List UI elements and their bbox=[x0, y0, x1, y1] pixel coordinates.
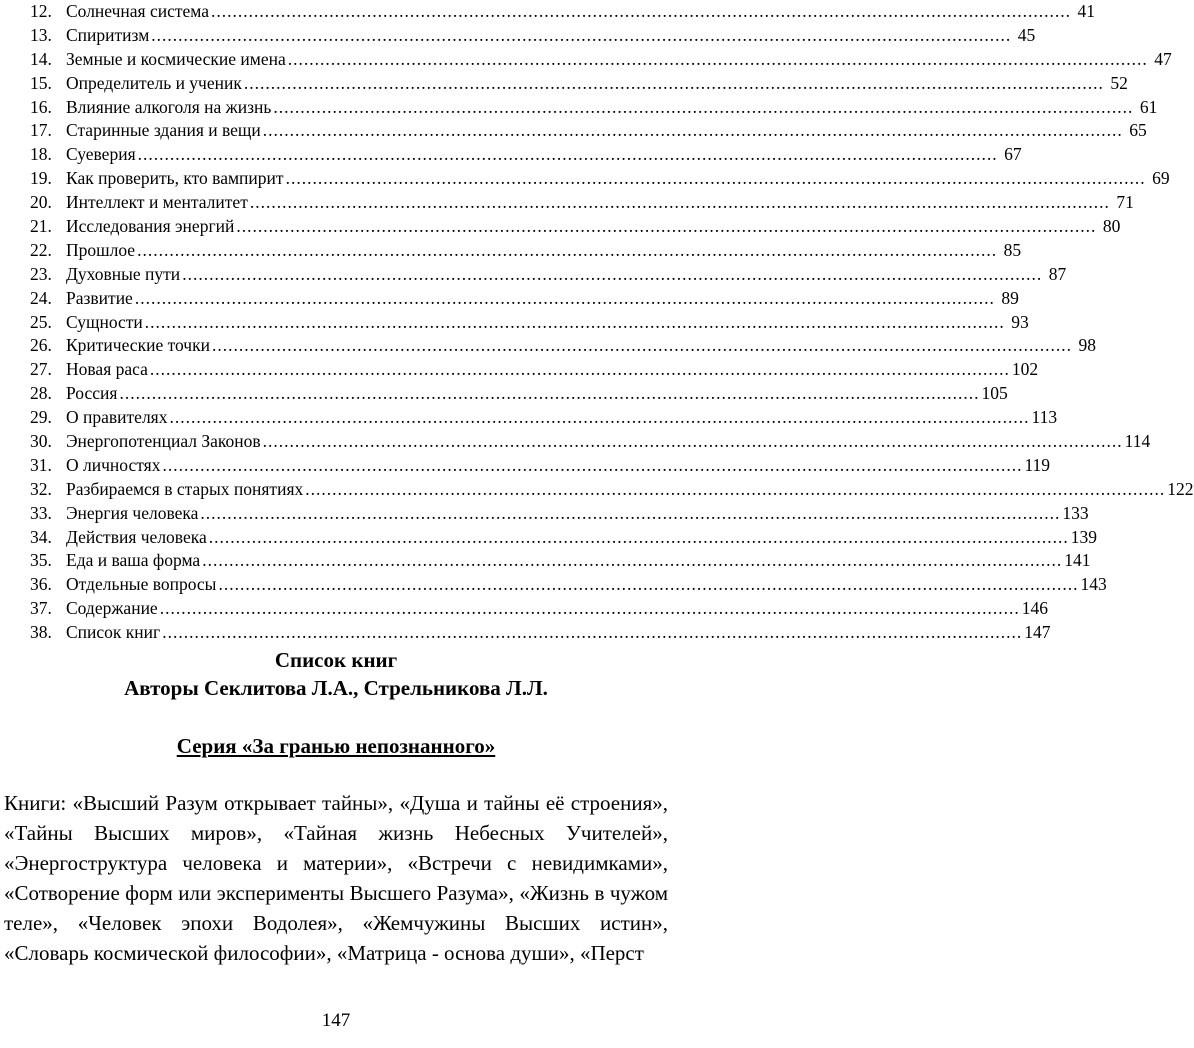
toc-entry-title: Энергопотенциал Законов bbox=[66, 431, 261, 452]
toc-leader-dots: ................................................................................................................................................................ bbox=[137, 239, 998, 260]
series-heading: Серия «За гранью непознанного» bbox=[176, 734, 496, 758]
toc-entry-title: Определитель и ученик bbox=[66, 72, 242, 93]
toc-entry-page: 102 bbox=[1011, 359, 1039, 380]
toc-entry-number: 22. bbox=[30, 239, 52, 260]
authors-heading: Авторы Секлитова Л.А., Стрельникова Л.Л. bbox=[124, 676, 548, 700]
toc-entry-title: Влияние алкоголя на жизнь bbox=[66, 96, 272, 117]
toc-entry-page: 87 bbox=[1048, 263, 1067, 284]
toc-entry bbox=[30, 406, 1058, 430]
toc-leader-dots: ................................................................................................................................................................ bbox=[149, 359, 1010, 380]
toc-leader-dots: ................................................................................................................................................................ bbox=[243, 72, 1104, 93]
toc-entry-number: 31. bbox=[30, 454, 52, 475]
toc-entry-number: 12. bbox=[30, 1, 52, 21]
toc-entry-title: Критические точки bbox=[66, 335, 210, 356]
toc-entry-page: 133 bbox=[1062, 502, 1089, 523]
toc-leader-dots: ................................................................................................................................................................ bbox=[162, 454, 1023, 475]
toc-leader-dots: ................................................................................................................................................................ bbox=[202, 550, 1063, 571]
toc-entry-number: 36. bbox=[30, 574, 52, 595]
toc-entry-page: 146 bbox=[1021, 598, 1048, 619]
toc-entry-number: 25. bbox=[30, 311, 52, 332]
toc-entry-number: 28. bbox=[30, 383, 52, 404]
toc-entry-number: 32. bbox=[30, 478, 52, 499]
toc-entry-page: 45 bbox=[1017, 24, 1036, 45]
toc-entry bbox=[30, 526, 1097, 550]
toc-entry-number: 19. bbox=[30, 168, 52, 189]
toc-entry bbox=[30, 621, 1051, 645]
toc-leader-dots: ................................................................................................................................................................ bbox=[249, 192, 1110, 213]
toc-entry-title: Солнечная система bbox=[66, 1, 210, 21]
toc-entry bbox=[30, 191, 1134, 215]
toc-leader-dots: ................................................................................................................................................................ bbox=[137, 144, 998, 165]
toc-leader-dots: ................................................................................................................................................................ bbox=[211, 1, 1072, 21]
toc-entry-page: 93 bbox=[1011, 311, 1029, 332]
toc-entry-title: О правителях bbox=[66, 407, 168, 428]
toc-entry-page: 85 bbox=[1003, 239, 1022, 260]
toc-entry bbox=[30, 334, 1096, 358]
toc-entry bbox=[30, 0, 1096, 24]
toc-entry-title: Россия bbox=[66, 383, 118, 404]
toc-entry-page: 143 bbox=[1080, 574, 1107, 595]
toc-entry-title: Спиритизм bbox=[66, 24, 150, 45]
toc-entry-number: 21. bbox=[30, 216, 52, 237]
toc-leader-dots: ................................................................................................................................................................ bbox=[134, 287, 995, 308]
toc-entry-number: 18. bbox=[30, 144, 52, 165]
toc-entry-page: 71 bbox=[1116, 192, 1134, 213]
toc-entry-number: 13. bbox=[30, 24, 52, 45]
toc-entry bbox=[30, 549, 1091, 573]
toc-entry-page: 147 bbox=[1024, 622, 1051, 643]
toc-entry-page: 89 bbox=[1001, 287, 1019, 308]
toc-entry bbox=[30, 48, 1172, 72]
toc-leader-dots: ................................................................................................................................................................ bbox=[211, 335, 1072, 356]
toc-entry-title: Исследования энергий bbox=[66, 216, 235, 237]
toc-entry-page: 122 bbox=[1167, 478, 1194, 499]
toc-entry-number: 35. bbox=[30, 550, 52, 571]
toc-entry-number: 37. bbox=[30, 598, 52, 619]
toc-entry-page: 119 bbox=[1024, 454, 1051, 475]
toc-leader-dots: ................................................................................................................................................................ bbox=[162, 622, 1023, 643]
toc-entry-number: 27. bbox=[30, 359, 52, 380]
toc-entry bbox=[30, 358, 1039, 382]
toc-entry bbox=[30, 573, 1107, 597]
toc-entry-page: 114 bbox=[1124, 431, 1151, 452]
toc-entry-number: 20. bbox=[30, 192, 52, 213]
toc-entry-number: 15. bbox=[30, 72, 52, 93]
books-list-heading: Список книг bbox=[274, 648, 398, 672]
toc-leader-dots: ................................................................................................................................................................ bbox=[144, 311, 1005, 332]
toc-entry-title: Развитие bbox=[66, 287, 133, 308]
toc-leader-dots: ................................................................................................................................................................ bbox=[200, 502, 1061, 523]
toc-entry-title: Интеллект и менталитет bbox=[66, 192, 248, 213]
toc-entry bbox=[30, 430, 1151, 454]
toc-entry-number: 30. bbox=[30, 431, 52, 452]
toc-entry bbox=[30, 454, 1051, 478]
page-number: 147 bbox=[321, 1010, 351, 1031]
toc-entry-title: Сущности bbox=[66, 311, 143, 332]
toc-entry bbox=[30, 239, 1022, 263]
toc-entry bbox=[30, 143, 1022, 167]
toc-leader-dots: ................................................................................................................................................................ bbox=[208, 526, 1069, 547]
toc-entry bbox=[30, 96, 1158, 120]
toc-entry-number: 17. bbox=[30, 120, 52, 141]
toc-entry bbox=[30, 263, 1067, 287]
toc-entry-title: Действия человека bbox=[66, 526, 207, 547]
toc-entry-title: Духовные пути bbox=[66, 263, 181, 284]
toc-leader-dots: ................................................................................................................................................................ bbox=[305, 478, 1166, 499]
table-of-contents bbox=[30, 0, 1194, 645]
toc-entry-number: 24. bbox=[30, 287, 52, 308]
toc-leader-dots: ................................................................................................................................................................ bbox=[169, 407, 1030, 428]
toc-entry bbox=[30, 24, 1036, 48]
toc-entry-number: 33. bbox=[30, 502, 52, 523]
toc-entry-number: 26. bbox=[30, 335, 52, 356]
toc-leader-dots: ................................................................................................................................................................ bbox=[182, 263, 1043, 284]
toc-entry-title: Еда и ваша форма bbox=[66, 550, 201, 571]
toc-leader-dots: ................................................................................................................................................................ bbox=[262, 120, 1123, 141]
toc-entry-title: Новая раса bbox=[66, 359, 148, 380]
toc-entry-page: 41 bbox=[1077, 1, 1096, 21]
toc-entry-title: Энергия человека bbox=[66, 502, 199, 523]
toc-entry-page: 105 bbox=[981, 383, 1008, 404]
toc-leader-dots: ................................................................................................................................................................ bbox=[159, 598, 1020, 619]
toc-entry bbox=[30, 311, 1029, 335]
toc-entry-page: 52 bbox=[1110, 72, 1128, 93]
toc-entry bbox=[30, 119, 1147, 143]
toc-leader-dots: ................................................................................................................................................................ bbox=[218, 574, 1079, 595]
toc-entry-title: Суеверия bbox=[66, 144, 136, 165]
toc-entry-page: 65 bbox=[1129, 120, 1147, 141]
toc-leader-dots: ................................................................................................................................................................ bbox=[262, 431, 1123, 452]
toc-entry bbox=[30, 597, 1048, 621]
toc-entry bbox=[30, 72, 1128, 96]
toc-entry-title: Разбираемся в старых понятиях bbox=[66, 478, 304, 499]
toc-entry-page: 141 bbox=[1064, 550, 1091, 571]
books-paragraph: Книги: «Высший Разум открывает тайны», «Душа и тайны её строения», «Тайны Высших миров», «Тайная жизнь Небесных Учителей», «Энергоструктура человека и материи», «Встречи с невидимками», «Сотворение форм или эксперименты Высшего Разума», «Жизнь в чужом теле», «Человек эпохи Водолея», «Жемчужины Высших истин», «Словарь космической философии», «Матрица - основа души», «Перст bbox=[4, 791, 668, 965]
toc-entry-title: Содержание bbox=[66, 598, 158, 619]
toc-entry bbox=[30, 287, 1019, 311]
toc-entry-page: 47 bbox=[1154, 48, 1172, 69]
toc-entry-title: Прошлое bbox=[66, 239, 136, 260]
toc-leader-dots: ................................................................................................................................................................ bbox=[236, 216, 1097, 237]
toc-entry-page: 139 bbox=[1070, 526, 1097, 547]
toc-leader-dots: ................................................................................................................................................................ bbox=[273, 96, 1134, 117]
toc-leader-dots: ................................................................................................................................................................ bbox=[119, 383, 980, 404]
toc-entry-page: 61 bbox=[1139, 96, 1158, 117]
toc-entry bbox=[30, 478, 1194, 502]
toc-entry-number: 14. bbox=[30, 48, 52, 69]
toc-entry bbox=[30, 215, 1121, 239]
toc-entry-number: 34. bbox=[30, 526, 52, 547]
toc-entry-title: Земные и космические имена bbox=[66, 48, 286, 69]
toc-entry-title: Старинные здания и вещи bbox=[66, 120, 261, 141]
toc-entry-number: 23. bbox=[30, 263, 52, 284]
toc-entry-page: 80 bbox=[1102, 216, 1121, 237]
toc-entry-title: Как проверить, кто вампирит bbox=[66, 168, 284, 189]
toc-leader-dots: ................................................................................................................................................................ bbox=[285, 168, 1146, 189]
toc-entry bbox=[30, 167, 1170, 191]
toc-entry-number: 29. bbox=[30, 407, 52, 428]
toc-leader-dots: ................................................................................................................................................................ bbox=[151, 24, 1012, 45]
toc-entry-number: 16. bbox=[30, 96, 52, 117]
toc-leader-dots: ................................................................................................................................................................ bbox=[287, 48, 1148, 69]
toc-entry-title: Список книг bbox=[66, 622, 161, 643]
toc-entry-number: 38. bbox=[30, 622, 52, 643]
toc-entry-page: 113 bbox=[1031, 407, 1058, 428]
toc-entry-page: 69 bbox=[1152, 168, 1170, 189]
toc-entry-title: О личностях bbox=[66, 454, 161, 475]
toc-entry-page: 98 bbox=[1078, 335, 1096, 356]
toc-entry bbox=[30, 502, 1089, 526]
toc-entry-page: 67 bbox=[1004, 144, 1022, 165]
toc-entry bbox=[30, 382, 1008, 406]
toc-entry-title: Отдельные вопросы bbox=[66, 574, 217, 595]
